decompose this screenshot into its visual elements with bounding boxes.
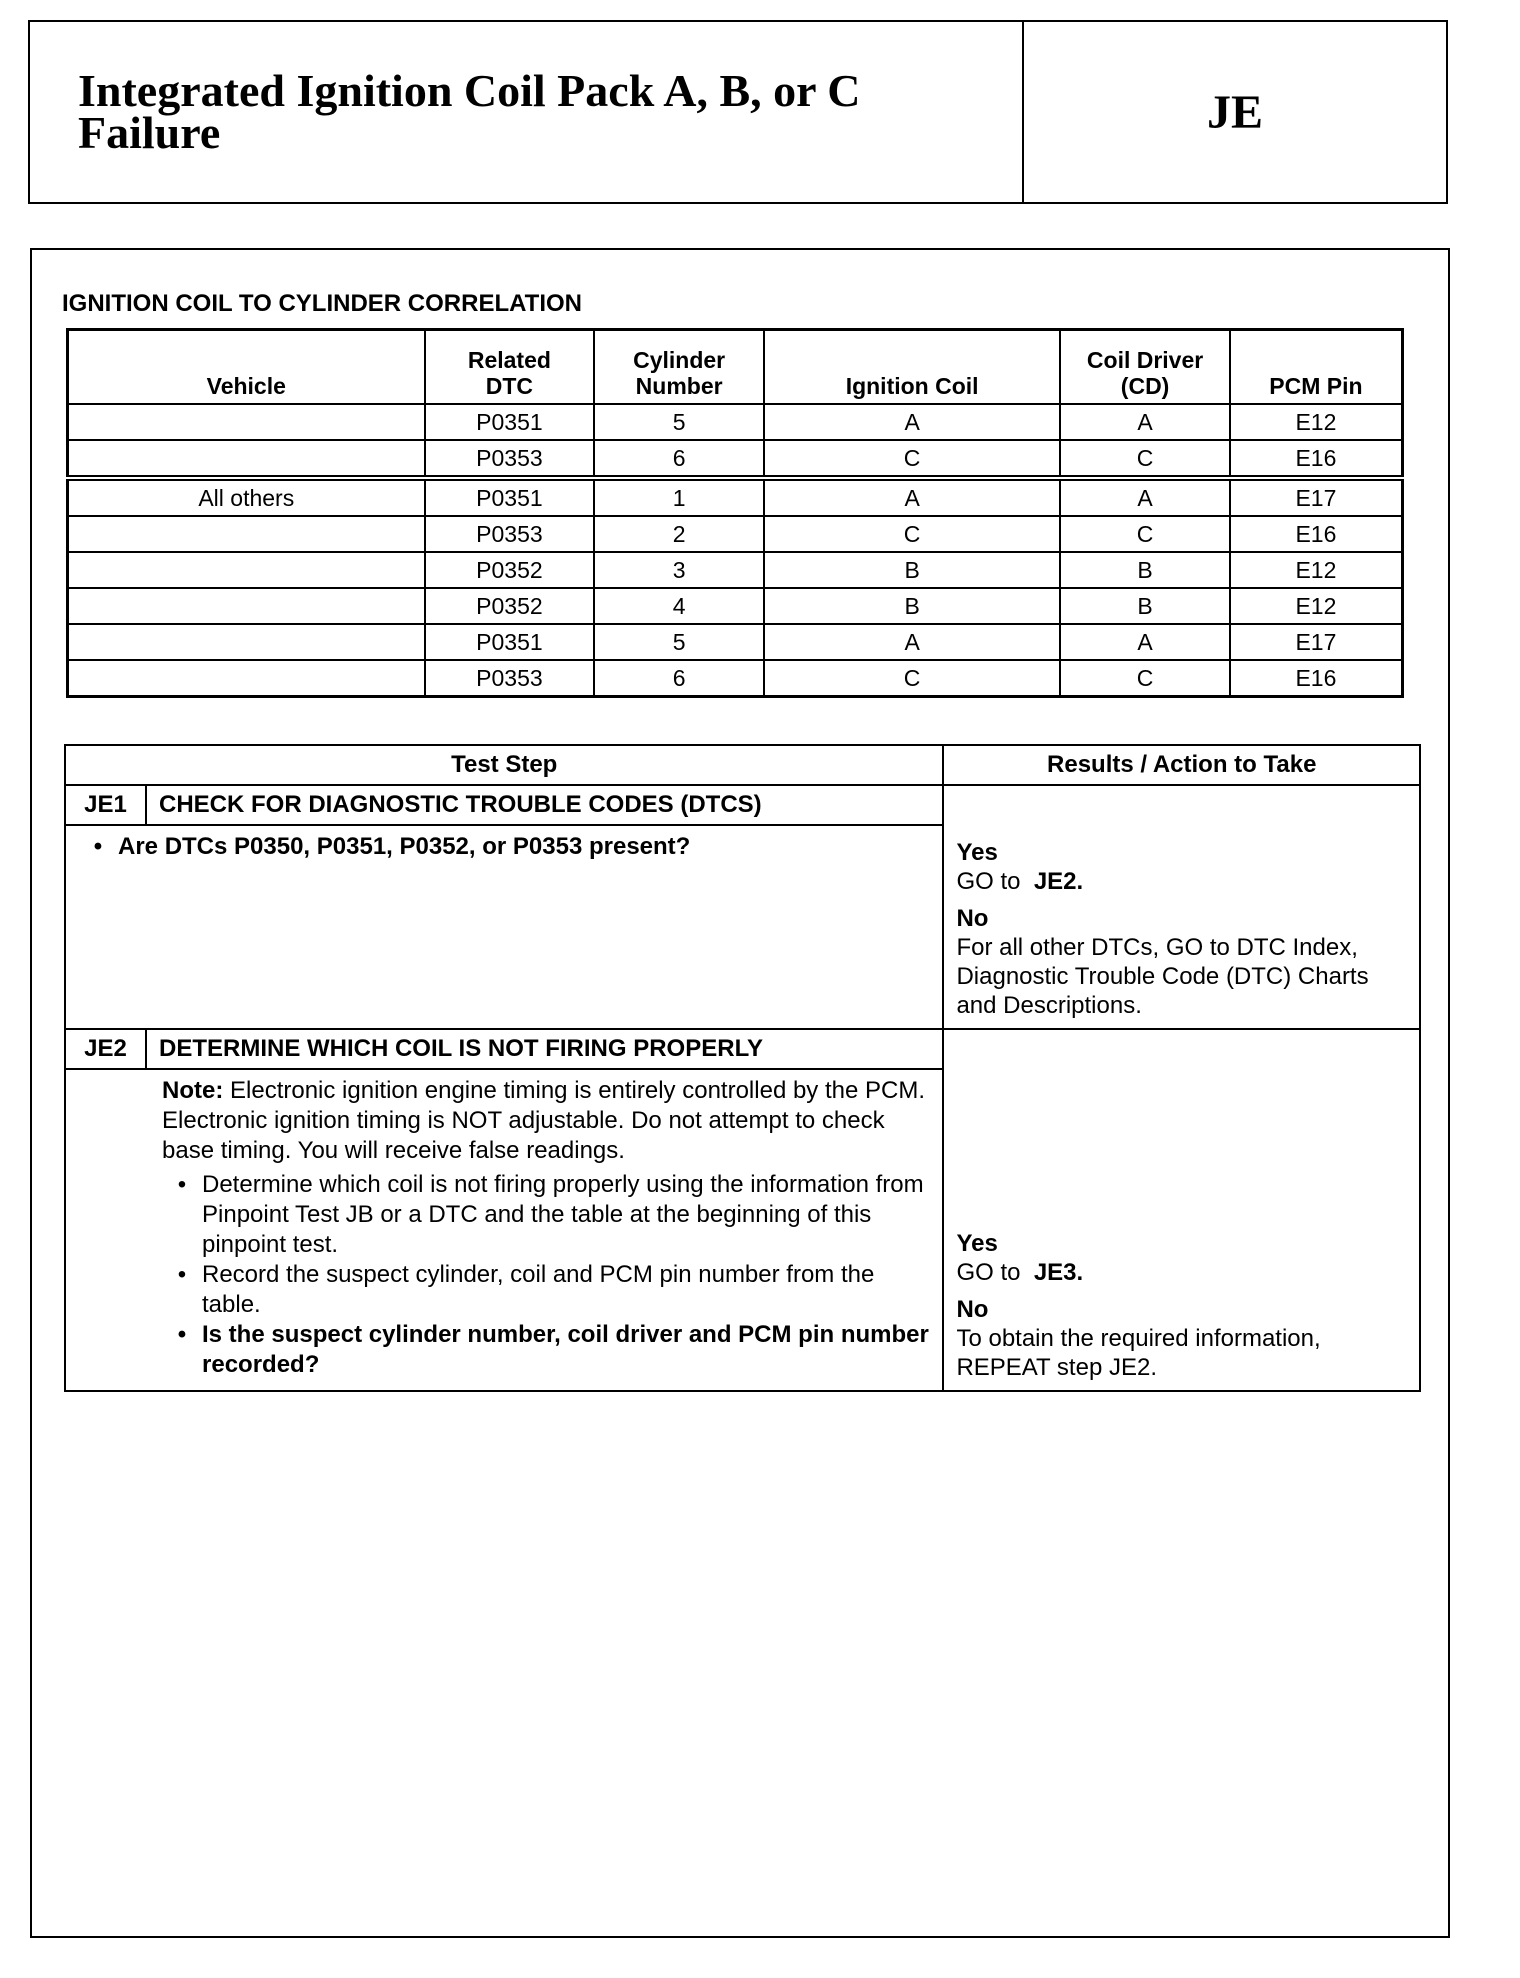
cell-related-dtc: P0351	[425, 624, 595, 660]
list-item: • Determine which coil is not firing properly using the information from Pinpoint Test JB or a DTC and the table at the beginning of this pinpoint test.	[177, 1171, 924, 1258]
je1-yes-action: GO to JE2.	[956, 868, 1084, 895]
cell-cylinder: 6	[594, 660, 764, 697]
correlation-table	[66, 328, 1404, 698]
correlation-title: IGNITION COIL TO CYLINDER CORRELATION	[62, 290, 583, 317]
test-step-table	[64, 744, 1421, 1392]
step-je1-body	[65, 825, 943, 1029]
cell-pcm-pin: E12	[1230, 404, 1403, 440]
table-row	[68, 516, 1403, 552]
cell-ignition-coil: A	[764, 404, 1060, 440]
cell-cylinder: 6	[594, 440, 764, 478]
je1-no-action: For all other DTCs, GO to DTC Index, Diagnostic Trouble Code (DTC) Charts and Descriptions.	[956, 934, 1369, 1019]
cell-ignition-coil: A	[764, 624, 1060, 660]
step-je2-results	[943, 1029, 1420, 1391]
cell-pcm-pin: E16	[1230, 516, 1403, 552]
cell-ignition-coil: B	[764, 552, 1060, 588]
list-item: • Is the suspect cylinder number, coil driver and PCM pin number recorded?	[177, 1321, 929, 1378]
step-je1-id: JE1	[65, 785, 146, 825]
table-row	[68, 552, 1403, 588]
cell-cylinder: 3	[594, 552, 764, 588]
cell-coil-driver: C	[1060, 440, 1230, 478]
je2-note: Note: Electronic ignition engine timing is entirely controlled by the PCM. Electronic ignition timing is NOT adjustable. Do not attempt to check base timing. You will receive false readings.	[162, 1077, 926, 1164]
cell-related-dtc: P0353	[425, 660, 595, 697]
cell-vehicle	[68, 588, 425, 624]
col-pcm-pin: PCM Pin	[1230, 330, 1403, 405]
col-coil-driver: Coil Driver (CD)	[1060, 330, 1230, 405]
cell-pcm-pin: E12	[1230, 588, 1403, 624]
je1-yes-label: Yes	[956, 839, 998, 866]
cell-cylinder: 4	[594, 588, 764, 624]
cell-vehicle	[68, 516, 425, 552]
col-results: Results / Action to Take	[943, 745, 1420, 785]
list-item: • Record the suspect cylinder, coil and PCM pin number from the table.	[177, 1261, 875, 1318]
step-je2-body	[65, 1069, 943, 1391]
cell-ignition-coil: C	[764, 516, 1060, 552]
cell-vehicle: All others	[68, 478, 425, 516]
step-je1-results	[943, 785, 1420, 1029]
table-row	[68, 440, 1403, 478]
cell-vehicle	[68, 624, 425, 660]
cell-coil-driver: B	[1060, 588, 1230, 624]
table-row	[68, 478, 1403, 516]
cell-cylinder: 5	[594, 404, 764, 440]
table-row	[68, 404, 1403, 440]
je2-no-label: No	[956, 1296, 989, 1323]
table-row	[68, 588, 1403, 624]
je2-no-action: To obtain the required information, REPEAT step JE2.	[956, 1325, 1321, 1381]
cell-pcm-pin: E16	[1230, 440, 1403, 478]
col-vehicle: Vehicle	[68, 330, 425, 405]
col-ignition-coil: Ignition Coil	[764, 330, 1060, 405]
cell-related-dtc: P0352	[425, 588, 595, 624]
cell-vehicle	[68, 552, 425, 588]
cell-vehicle	[68, 404, 425, 440]
cell-ignition-coil: A	[764, 478, 1060, 516]
je2-yes-action: GO to JE3.	[956, 1259, 1084, 1286]
cell-coil-driver: A	[1060, 624, 1230, 660]
table-row	[68, 624, 1403, 660]
page-title	[30, 22, 1024, 202]
cell-vehicle	[68, 440, 425, 478]
cell-cylinder: 2	[594, 516, 764, 552]
page-title-line2: Failure	[78, 107, 221, 158]
page-title-line1: Integrated Ignition Coil Pack A, B, or C	[78, 65, 861, 116]
cell-coil-driver: B	[1060, 552, 1230, 588]
cell-cylinder: 1	[594, 478, 764, 516]
cell-vehicle	[68, 660, 425, 697]
step-je2-id: JE2	[65, 1029, 146, 1069]
cell-ignition-coil: C	[764, 440, 1060, 478]
page-header	[28, 20, 1448, 204]
cell-coil-driver: C	[1060, 516, 1230, 552]
cell-pcm-pin: E17	[1230, 624, 1403, 660]
cell-related-dtc: P0353	[425, 440, 595, 478]
cell-pcm-pin: E17	[1230, 478, 1403, 516]
step-je2-name: DETERMINE WHICH COIL IS NOT FIRING PROPERLY	[146, 1029, 943, 1069]
list-item: • Are DTCs P0350, P0351, P0352, or P0353 present?	[93, 833, 691, 860]
col-related-dtc: Related DTC	[425, 330, 595, 405]
step-je1-name: CHECK FOR DIAGNOSTIC TROUBLE CODES (DTCS)	[146, 785, 943, 825]
cell-related-dtc: P0351	[425, 404, 595, 440]
cell-pcm-pin: E16	[1230, 660, 1403, 697]
cell-coil-driver: A	[1060, 404, 1230, 440]
col-test-step: Test Step	[65, 745, 943, 785]
je2-yes-label: Yes	[956, 1230, 998, 1257]
cell-coil-driver: A	[1060, 478, 1230, 516]
correlation-header-row	[68, 330, 1403, 405]
cell-cylinder: 5	[594, 624, 764, 660]
cell-ignition-coil: B	[764, 588, 1060, 624]
cell-related-dtc: P0351	[425, 478, 595, 516]
table-row	[68, 660, 1403, 697]
cell-ignition-coil: C	[764, 660, 1060, 697]
cell-related-dtc: P0353	[425, 516, 595, 552]
col-cylinder-number: Cylinder Number	[594, 330, 764, 405]
je1-no-label: No	[956, 905, 989, 932]
cell-pcm-pin: E12	[1230, 552, 1403, 588]
content-frame	[30, 248, 1450, 1938]
cell-coil-driver: C	[1060, 660, 1230, 697]
pinpoint-code: JE	[1206, 85, 1263, 139]
cell-related-dtc: P0352	[425, 552, 595, 588]
